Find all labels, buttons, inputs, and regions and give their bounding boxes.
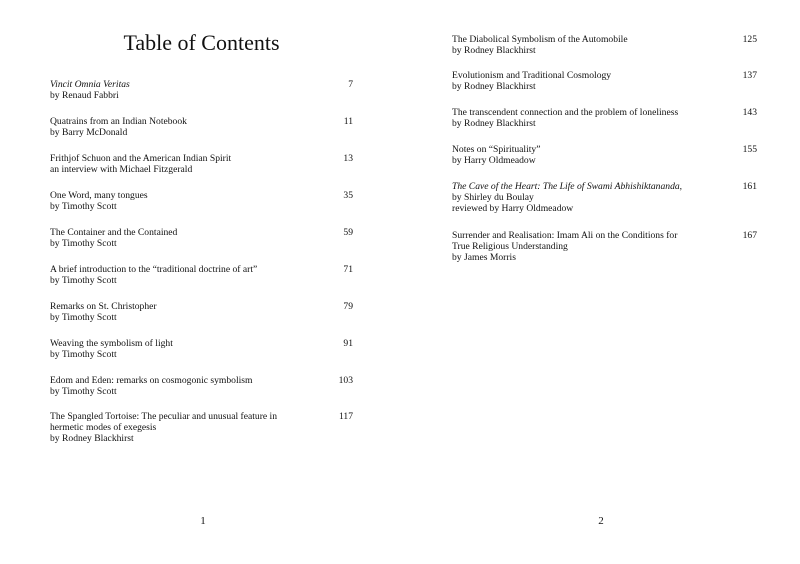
toc-entry-title: The Cave of the Heart: The Life of Swami Abhishiktananda, — [452, 181, 683, 192]
toc-entry-byline: by Rodney Blackhirst — [452, 118, 536, 130]
toc-entry-page: 103 — [338, 375, 353, 386]
toc-entry-title: A brief introduction to the “traditional doctrine of art” — [50, 264, 258, 275]
toc-entry-heading — [50, 375, 353, 386]
page-number: 1 — [200, 515, 206, 527]
toc-entry-title: Remarks on St. Christopher — [50, 301, 157, 312]
toc-entry-page: 11 — [343, 116, 353, 127]
toc-entry-heading — [50, 79, 353, 90]
toc-entry — [50, 264, 353, 286]
toc-entry-title: Quatrains from an Indian Notebook — [50, 116, 187, 127]
toc-entry-title: Notes on “Spirituality” — [452, 144, 541, 155]
toc-entry-page: 117 — [338, 411, 353, 422]
toc-entry-title: Frithjof Schuon and the American Indian Spirit — [50, 153, 232, 164]
toc-entry-heading — [50, 264, 353, 275]
toc-entry-title: Evolutionism and Traditional Cosmology — [452, 70, 612, 81]
toc-entry — [50, 411, 353, 445]
toc-entry-page: 155 — [742, 144, 757, 155]
toc-entry — [50, 338, 353, 360]
toc-entry — [50, 190, 353, 212]
toc-entry — [452, 230, 757, 264]
toc-entry-title: The Spangled Tortoise: The peculiar and unusual feature in hermetic modes of exegesis — [50, 411, 278, 434]
toc-entry-byline: by Rodney Blackhirst — [452, 45, 536, 57]
page-number: 2 — [598, 515, 604, 527]
toc-entry-heading — [50, 227, 353, 238]
toc-entry-page: 91 — [343, 338, 353, 349]
toc-entry-title: The Container and the Contained — [50, 227, 178, 238]
toc-entry — [50, 227, 353, 249]
toc-entry-page: 13 — [343, 153, 353, 164]
toc-entry-page: 143 — [742, 107, 757, 118]
toc-entry-byline: by Timothy Scott — [50, 349, 117, 361]
toc-entry-title: One Word, many tongues — [50, 190, 148, 201]
toc-entry-byline: by Timothy Scott — [50, 275, 117, 287]
toc-entry — [452, 70, 757, 92]
toc-entry-heading — [452, 107, 757, 118]
toc-entry-heading — [452, 34, 757, 45]
toc-entry-heading — [452, 144, 757, 155]
toc-entry-heading — [50, 338, 353, 349]
toc-entry-byline: by Timothy Scott — [50, 201, 117, 213]
toc-entry-heading — [50, 153, 353, 164]
toc-entry — [50, 375, 353, 397]
toc-entry-title: The transcendent connection and the problem of loneliness — [452, 107, 679, 118]
toc-entry — [452, 144, 757, 166]
toc-entry-title: Surrender and Realisation: Imam Ali on the Conditions for True Religious Understanding — [452, 230, 678, 253]
toc-entry-heading — [50, 116, 353, 127]
toc-entry-byline: by Rodney Blackhirst — [452, 81, 536, 93]
toc-entry-heading — [50, 301, 353, 312]
toc-entry — [50, 301, 353, 323]
toc-entry — [50, 79, 353, 101]
toc-entry-heading — [452, 230, 757, 252]
toc-entry-title: Edom and Eden: remarks on cosmogonic symbolism — [50, 375, 253, 386]
toc-entry — [452, 34, 757, 56]
toc-entry-byline: by Harry Oldmeadow — [452, 155, 536, 167]
toc-entry-page: 161 — [742, 181, 757, 192]
toc-entry-heading — [50, 411, 353, 433]
toc-entry-page: 71 — [343, 264, 353, 275]
toc-entry-heading — [452, 70, 757, 81]
toc-entry-page: 125 — [742, 34, 757, 45]
toc-entry-page: 59 — [343, 227, 353, 238]
toc-entry-page: 79 — [343, 301, 353, 312]
toc-entry-byline: an interview with Michael Fitzgerald — [50, 164, 193, 176]
page-title: Table of Contents — [123, 30, 280, 55]
toc-entry — [50, 116, 353, 138]
toc-entry-heading — [452, 181, 757, 192]
toc-entry-byline: by Timothy Scott — [50, 312, 117, 324]
toc-entry-byline: by Timothy Scott — [50, 386, 117, 398]
toc-entry-byline: by Shirley du Boulay — [452, 192, 534, 204]
toc-entry-byline: reviewed by Harry Oldmeadow — [452, 203, 574, 215]
toc-entry-heading — [50, 190, 353, 201]
toc-entry-byline: by James Morris — [452, 252, 516, 264]
toc-entry-byline: by Rodney Blackhirst — [50, 433, 134, 445]
right-page — [400, 0, 800, 564]
toc-entry-title: Vincit Omnia Veritas — [50, 79, 130, 90]
toc-entry-page: 137 — [742, 70, 757, 81]
toc-entry-page: 167 — [742, 230, 757, 241]
toc-entry — [452, 181, 757, 215]
toc-entry-byline: by Renaud Fabbri — [50, 90, 119, 102]
toc-entry-byline: by Barry McDonald — [50, 127, 128, 139]
toc-entry-byline: by Timothy Scott — [50, 238, 117, 250]
toc-entry-page: 35 — [343, 190, 353, 201]
toc-entry — [452, 107, 757, 129]
toc-entry-title: The Diabolical Symbolism of the Automobile — [452, 34, 628, 45]
toc-entry-title: Weaving the symbolism of light — [50, 338, 173, 349]
toc-entry-page: 7 — [348, 79, 353, 90]
toc-entry — [50, 153, 353, 175]
